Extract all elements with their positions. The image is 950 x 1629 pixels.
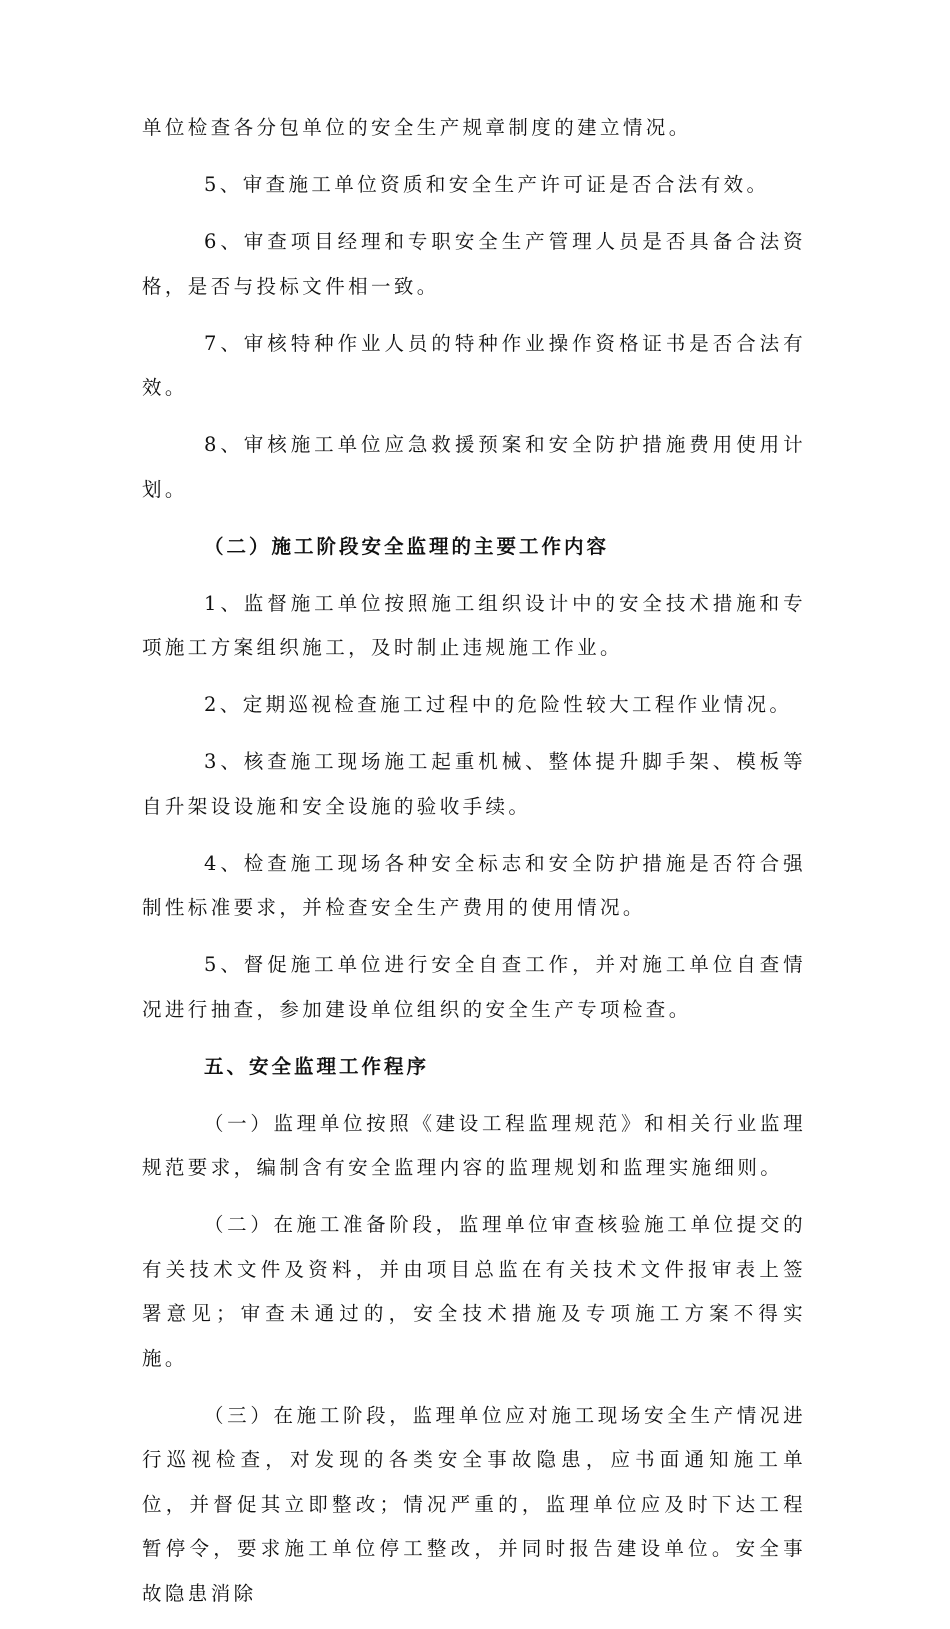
paragraph-item-5-self-check: 5、督促施工单位进行安全自查工作，并对施工单位自查情况进行抽查，参加建设单位组织的安全生产专项检查。	[142, 953, 806, 1021]
paragraph-item-6-manager: 6、审查项目经理和专职安全生产管理人员是否具备合法资格，是否与投标文件相一致。	[142, 230, 806, 298]
paragraph-continuation: 单位检查各分包单位的安全生产规章制度的建立情况。	[142, 116, 692, 139]
paragraph-item-3-lifting: 3、核查施工现场施工起重机械、整体提升脚手架、模板等自升架设设施和安全设施的验收手续。	[142, 750, 806, 818]
paragraph-item-1-supervise: 1、监督施工单位按照施工组织设计中的安全技术措施和专项施工方案组织施工，及时制止违规施工作业。	[142, 591, 806, 659]
paragraph-item-4-signs: 4、检查施工现场各种安全标志和安全防护措施是否符合强制性标准要求，并检查安全生产费用的使用情况。	[142, 851, 806, 919]
paragraph-procedure-1: （一）监理单位按照《建设工程监理规范》和相关行业监理规范要求，编制含有安全监理内容的监理规划和监理实施细则。	[142, 1111, 806, 1179]
paragraph-procedure-3: （三）在施工阶段，监理单位应对施工现场安全生产情况进行巡视检查，对发现的各类安全事故隐患，应书面通知施工单位，并督促其立即整改；情况严重的，监理单位应及时下达工程暂停令，要求施工单位停工整改，并同时报告建设单位。安全事故隐患消除	[142, 1403, 806, 1605]
paragraph-item-5-qualification: 5、审查施工单位资质和安全生产许可证是否合法有效。	[204, 173, 770, 196]
paragraph-item-2-patrol: 2、定期巡视检查施工过程中的危险性较大工程作业情况。	[204, 693, 793, 716]
section-heading-procedure: 五、安全监理工作程序	[204, 1054, 430, 1078]
document-body	[142, 106, 806, 1629]
paragraph-item-8-emergency-plan: 8、审核施工单位应急救援预案和安全防护措施费用使用计划。	[142, 433, 806, 501]
section-heading-construction-phase: （二）施工阶段安全监理的主要工作内容	[204, 534, 610, 558]
paragraph-item-7-special-workers: 7、审核特种作业人员的特种作业操作资格证书是否合法有效。	[142, 331, 806, 399]
paragraph-procedure-2: （二）在施工准备阶段，监理单位审查核验施工单位提交的有关技术文件及资料，并由项目总监在有关技术文件报审表上签署意见；审查未通过的，安全技术措施及专项施工方案不得实施。	[142, 1213, 806, 1370]
